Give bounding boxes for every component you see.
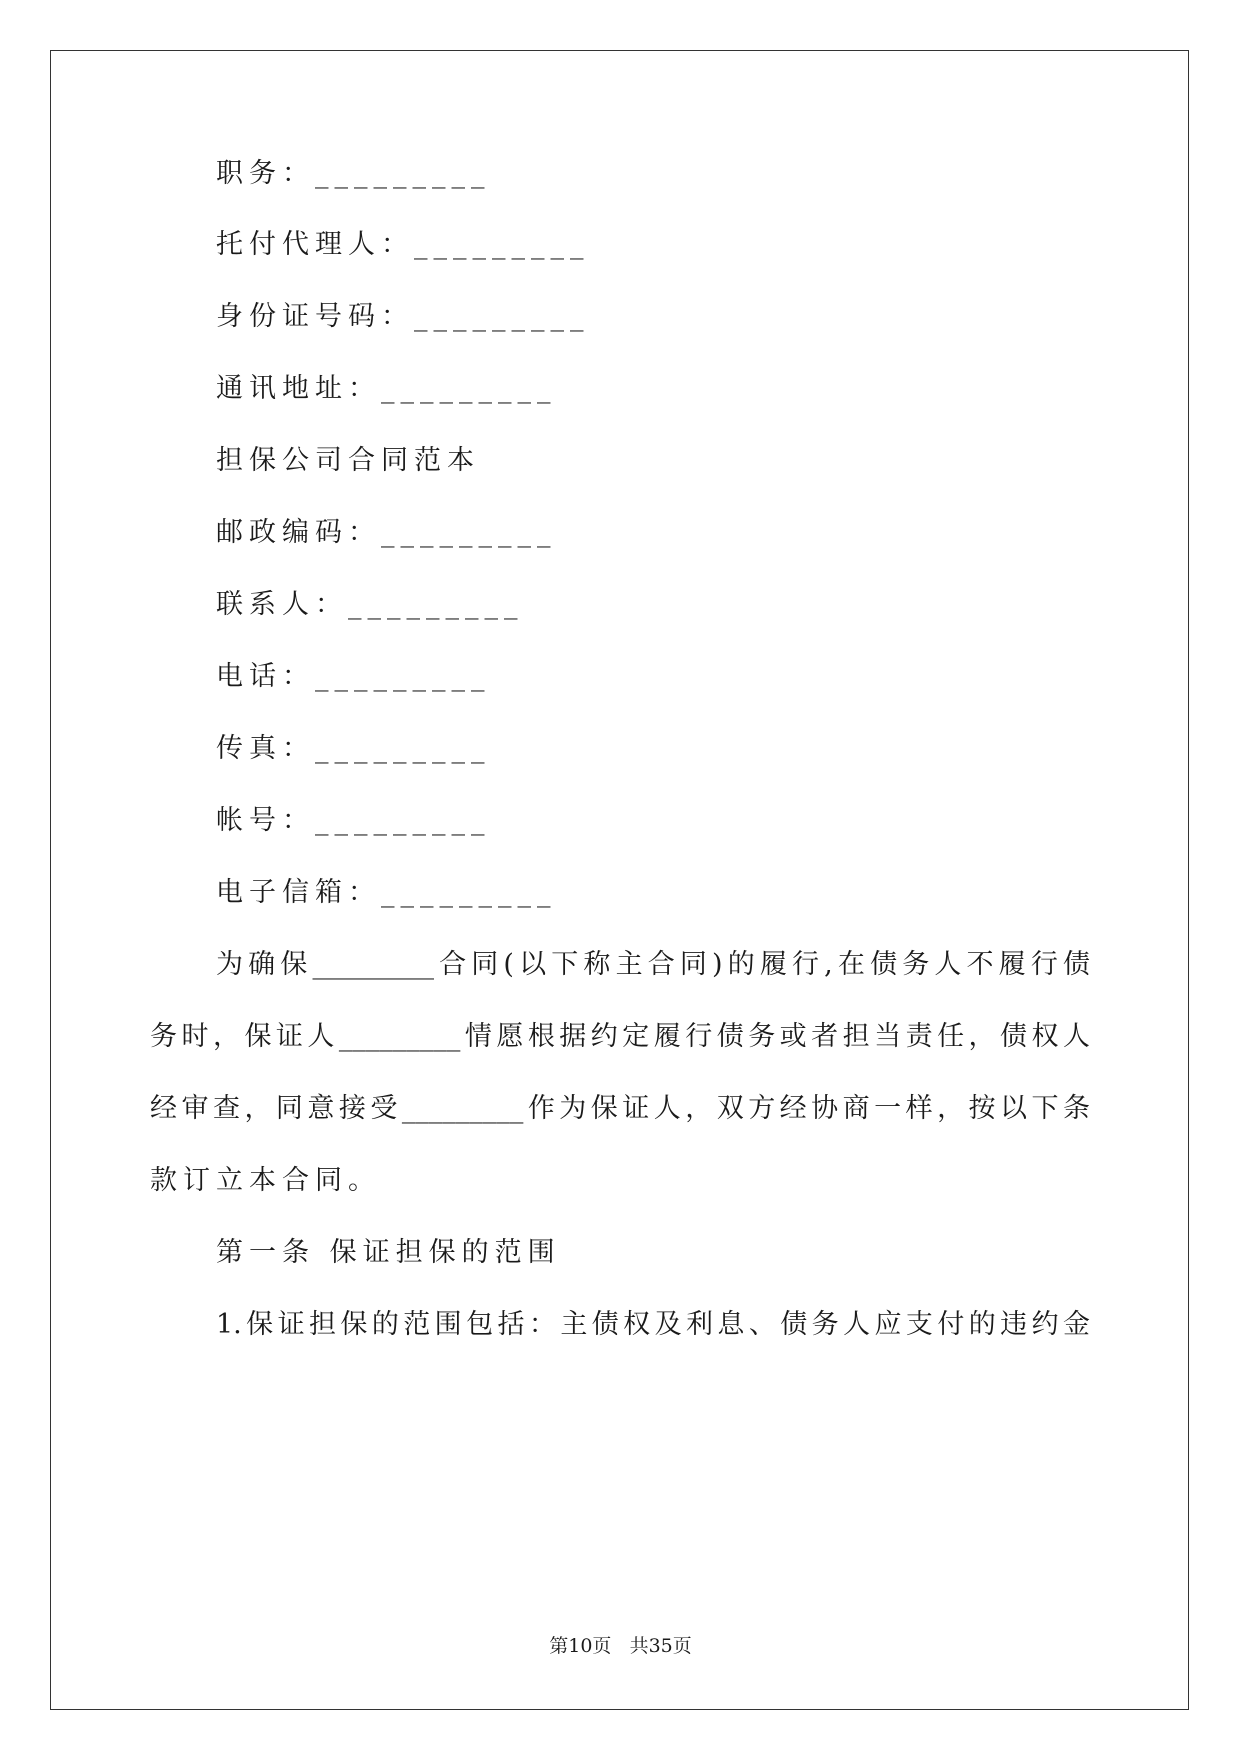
email-field: 电子信箱：_________ <box>216 877 557 908</box>
page-footer: 第10页 共35页 <box>549 1635 692 1657</box>
article-title: 第一条 保证担保的范围 <box>216 1237 561 1268</box>
paragraph-line-1: 为确保_________合同(以下称主合同)的履行,在债务人不履行债 <box>216 949 1090 980</box>
total-pages: 35 <box>648 1635 673 1657</box>
agent-field: 托付代理人：_________ <box>216 229 590 260</box>
page-number: 10 <box>568 1635 593 1657</box>
clause-1: 1.保证担保的范围包括：主债权及利息、债务人应支付的违约金 <box>216 1309 1090 1340</box>
paragraph-line-4: 款订立本合同。 <box>150 1165 381 1196</box>
paragraph-line-2: 务时，保证人_________情愿根据约定履行债务或者担当责任，债权人 <box>150 1021 1090 1052</box>
id-number-field: 身份证号码：_________ <box>216 301 590 332</box>
phone-field: 电话：_________ <box>216 661 491 692</box>
account-field: 帐号：_________ <box>216 805 491 836</box>
address-field: 通讯地址：_________ <box>216 373 557 404</box>
position-field: 职务：_________ <box>216 158 491 189</box>
contact-person-field: 联系人：_________ <box>216 589 524 620</box>
postal-code-field: 邮政编码：_________ <box>216 517 557 548</box>
fax-field: 传真：_________ <box>216 733 491 764</box>
paragraph-line-3: 经审查，同意接受_________作为保证人，双方经协商一样，按以下条 <box>150 1093 1090 1124</box>
template-title-line: 担保公司合同范本 <box>216 445 480 476</box>
